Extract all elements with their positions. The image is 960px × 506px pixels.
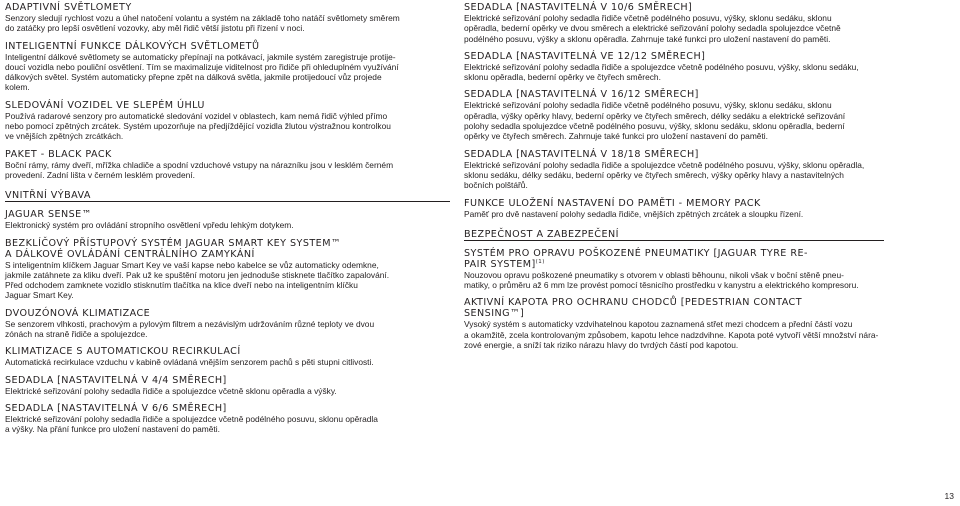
- seats-12-12-heading: SEDADLA [NASTAVITELNÁ VE 12/12 SMĚRECH]: [464, 50, 706, 62]
- seats-4-4-text: Elektrické seřizování polohy sedadla řidiče a spolujezdce včetně sklonu opěradla a výšky.: [5, 385, 337, 396]
- intelligent-high-beam-heading: INTELIGENTNÍ FUNKCE DÁLKOVÝCH SVĚTLOMETŮ: [5, 40, 260, 52]
- seats-16-12-section: [464, 89, 884, 141]
- seats-18-18-section: [464, 149, 884, 191]
- dual-climate-section: [5, 308, 450, 340]
- tyre-repair-section: [464, 248, 884, 291]
- adaptive-lights-section: [5, 2, 450, 34]
- jaguar-sense-section: [5, 209, 450, 230]
- tyre-repair-text: Nouzovou opravu poškozené pneumatiky s otvorem v oblasti běhounu, nikoli však v boční stěně pneu- matiky, o průměru až 6 mm lze provést pomocí těsnicího prostředku v kanystru a elektrického kompresoru.: [464, 269, 859, 291]
- right-column: [464, 2, 884, 350]
- seats-4-4-section: [5, 375, 450, 396]
- tyre-repair-heading: [464, 248, 884, 270]
- seats-4-4-heading: SEDADLA [NASTAVITELNÁ V 4/4 SMĚRECH]: [5, 374, 227, 386]
- safety-section-divider: [464, 229, 884, 241]
- blind-spot-text: Používá radarové senzory pro automatické sledování vozidel v oblastech, kam nemá řidič výhled přímo nebo pomocí zpětných zrcátek. Systém upozorňuje na předjíždějící vozidla žlutou výstražnou kontrolkou ve vnějších zpětných zrcátkách.: [5, 110, 391, 142]
- pedestrian-text: Vysoký systém s automaticky vzdvihatelnou kapotou zaznamená střet mezi chodcem a přední částí vozu a okamžitě, zcela kontrolovaným způsobem, kapotu lehce nadzdvihne. Kapota poté vytvoří větší množství nára- zové energie, a sníží tak riziko nárazu hlavy do tvrdých částí pod kapotou.: [464, 319, 879, 351]
- seats-18-18-heading: SEDADLA [NASTAVITELNÁ V 18/18 SMĚRECH]: [464, 148, 699, 160]
- left-column: [5, 2, 450, 435]
- seats-12-12-section: [464, 51, 884, 83]
- smart-key-text: S inteligentním klíčkem Jaguar Smart Key ve vaší kapse nebo kabelce se vůz automaticky odemkne, jakmile zatáhnete za kliku dveří. Pak už ke spuštění motoru jen jednoduše stisknete tlačítko zapalování. Před odchodem zamknete vozidlo stisknutím tlačítka na klice dveří nebo na inteligentním klíčku Jaguar Smart Key.: [5, 259, 390, 301]
- interior-section-heading: VNITŘNÍ VÝBAVA: [5, 190, 91, 202]
- seats-16-12-text: Elektrické seřizování polohy sedadla řidiče včetně podélného posuvu, výšky, sklonu sedáku, sklonu opěradla, výšky opěrky hlavy, bederní opěrky ve čtyřech směrech, délky sedáku a elektrické seřizování polohy sedadla spolujezdce včetně podélného posuvu, výšky, sklonu sedáku, sklonu opěradla, bederní opěrky ve čtyřech směrech. Zahrnuje také funkci pro uložení nastavení do paměti.: [464, 100, 846, 142]
- black-pack-text: Boční rámy, rámy dveří, mřížka chladiče a spodní vzduchové vstupy na nárazníku jsou v lesklém černém provedení. Zadní lišta v černém lesklém provedení.: [5, 159, 394, 180]
- pedestrian-heading: AKTIVNÍ KAPOTA PRO OCHRANU CHODCŮ [PEDESTRIAN CONTACT SENSING™]: [464, 297, 803, 320]
- intelligent-high-beam-text: Inteligentní dálkové světlomety se automaticky přepínají na potkávací, jakmile systém zaregistruje protije- doucí vozidla nebo pouliční osvětlení. Tím se maximalizuje viditelnost pro řidiče při ohleduplném využívání dálkových světel. Systém automaticky přepne zpět na dálková světla, jakmile protijedoucí vůz projede kolem.: [5, 51, 399, 93]
- adaptive-lights-heading: ADAPTIVNÍ SVĚTLOMETY: [5, 2, 132, 13]
- seats-10-6-heading: SEDADLA [NASTAVITELNÁ V 10/6 SMĚRECH]: [464, 2, 693, 13]
- black-pack-section: [5, 149, 450, 181]
- recirculation-section: [5, 346, 450, 367]
- smart-key-section: [5, 238, 450, 301]
- blind-spot-heading: SLEDOVÁNÍ VOZIDEL VE SLEPÉM ÚHLU: [5, 99, 205, 111]
- footnote-marker: (1): [535, 258, 545, 265]
- pedestrian-section: [464, 297, 884, 350]
- intelligent-high-beam-section: [5, 41, 450, 93]
- dual-climate-text: Se senzorem vlhkosti, prachovým a pylovým filtrem a nezávislým udržováním různé teploty ve dvou zónách na straně řidiče a spolujezdce.: [5, 318, 375, 340]
- seats-12-12-text: Elektrické seřizování polohy sedadla řidiče a spolujezdce včetně podélného posuvu, výšky, sklonu sedáku, sklonu opěradla, bederní opěrky ve čtyřech směrech.: [464, 61, 859, 83]
- jaguar-sense-text: Elektronický systém pro ovládání stropního osvětlení vpředu lehkým dotykem.: [5, 220, 294, 231]
- recirculation-text: Automatická recirkulace vzduchu v kabině ovládaná vnějším senzorem pachů s pěti stupni citlivosti.: [5, 357, 374, 368]
- seats-6-6-section: [5, 403, 450, 435]
- seats-6-6-text: Elektrické seřizování polohy sedadla řidiče a spolujezdce včetně podélného posuvu, sklonu opěradla a výšky. Na přání funkce pro uložení nastavení do paměti.: [5, 413, 378, 435]
- dual-climate-heading: DVOUZÓNOVÁ KLIMATIZACE: [5, 307, 151, 319]
- adaptive-lights-text: Senzory sledují rychlost vozu a úhel natočení volantu a systém na základě toho natáčí světlomety směrem do zatáčky pro lepší osvětlení vozovky, aby měl řidič větší jistotu při řízení v noci.: [5, 13, 400, 34]
- memory-pack-section: [464, 198, 884, 219]
- jaguar-sense-heading: JAGUAR SENSE™: [5, 209, 92, 221]
- seats-18-18-text: Elektrické seřizování polohy sedadla řidiče a spolujezdce včetně podélného posuvu, výšky, sklonu opěradla, sklonu sedáku, délky sedáku, bederní opěrky ve čtyřech směrech, výšky opěrky hlavy a nastavitelných bočních polštářů.: [464, 159, 865, 191]
- blind-spot-section: [5, 100, 450, 142]
- memory-pack-text: Paměť pro dvě nastavení polohy sedadla řidiče, vnějších zpětných zrcátek a sloupku řízení.: [464, 208, 804, 219]
- smart-key-heading: BEZKLÍČOVÝ PŘÍSTUPOVÝ SYSTÉM JAGUAR SMART KEY SYSTEM™ A DÁLKOVÉ OVLÁDÁNÍ CENTRÁLNÍHO ZAMYKÁNÍ: [5, 237, 341, 260]
- seats-10-6-text: Elektrické seřizování polohy sedadla řidiče včetně podélného posuvu, výšky, sklonu sedáku, sklonu opěradla, bederní opěrky ve dvou směrech a elektrické seřizování polohy sedadla spolujezdce včetně podélného posuvu, výšky a sklonu opěradla. Zahrnuje také funkci pro uložení nastavení do paměti.: [464, 13, 841, 44]
- seats-10-6-section: [464, 2, 884, 44]
- interior-section-divider: [5, 190, 450, 202]
- memory-pack-heading: FUNKCE ULOŽENÍ NASTAVENÍ DO PAMĚTI - MEMORY PACK: [464, 197, 761, 209]
- safety-section-heading: BEZPEČNOST A ZABEZPEČENÍ: [464, 228, 619, 240]
- black-pack-heading: PAKET - BLACK PACK: [5, 148, 112, 160]
- recirculation-heading: KLIMATIZACE S AUTOMATICKOU RECIRKULACÍ: [5, 346, 241, 358]
- seats-6-6-heading: SEDADLA [NASTAVITELNÁ V 6/6 SMĚRECH]: [5, 402, 227, 414]
- tyre-repair-heading-text: SYSTÉM PRO OPRAVU POŠKOZENÉ PNEUMATIKY [JAGUAR TYRE RE- PAIR SYSTEM]: [464, 247, 808, 270]
- page-number: 13: [944, 491, 954, 501]
- seats-16-12-heading: SEDADLA [NASTAVITELNÁ V 16/12 SMĚRECH]: [464, 89, 699, 101]
